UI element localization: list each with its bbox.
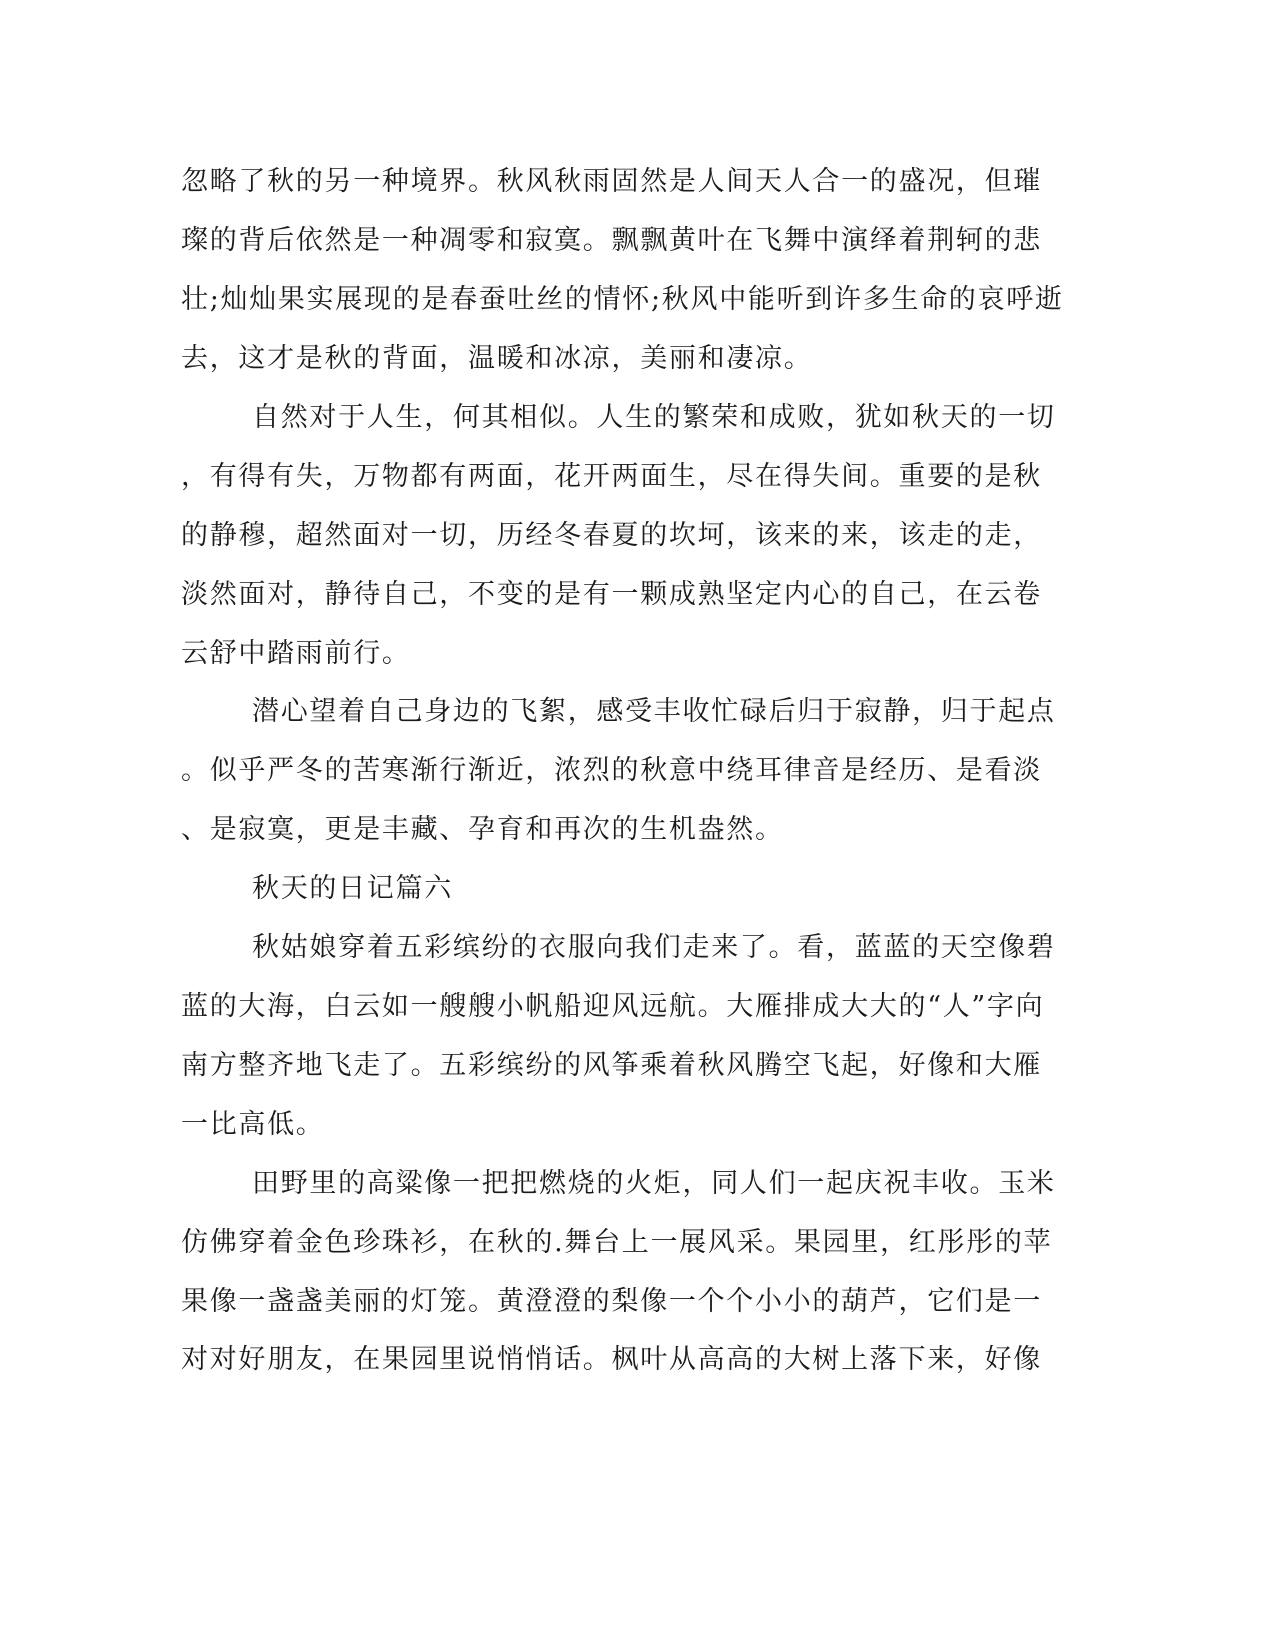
text-line: 壮;灿灿果实展现的是春蚕吐丝的情怀;秋风中能听到许多生命的哀呼逝 [181, 284, 1064, 315]
text-line: 的静穆，超然面对一切，历经冬春夏的坎坷，该来的来，该走的走， [181, 520, 1042, 551]
text-line: 璨的背后依然是一种凋零和寂寞。飘飘黄叶在飞舞中演绎着荆轲的悲 [181, 225, 1042, 256]
text-line: 、是寂寞，更是丰藏、孕育和再次的生机盎然。 [181, 814, 784, 845]
text-line: 对对好朋友，在果园里说悄悄话。枫叶从高高的大树上落下来，好像 [181, 1344, 1042, 1375]
paragraph-first-line: 田野里的高粱像一把把燃烧的火炬，同人们一起庆祝丰收。玉米 [252, 1168, 1056, 1199]
paragraph-first-line: 自然对于人生，何其相似。人生的繁荣和成败，犹如秋天的一切 [252, 402, 1056, 433]
text-line: 淡然面对，静待自己，不变的是有一颗成熟坚定内心的自己，在云卷 [181, 579, 1042, 610]
text-line: 果像一盏盏美丽的灯笼。黄澄澄的梨像一个个小小的葫芦，它们是一 [181, 1286, 1042, 1317]
paragraph-first-line: 秋姑娘穿着五彩缤纷的衣服向我们走来了。看，蓝蓝的天空像碧 [252, 932, 1056, 963]
text-line: 忽略了秋的另一种境界。秋风秋雨固然是人间天人合一的盛况，但璀 [181, 166, 1042, 197]
text-line: 。似乎严冬的苦寒渐行渐近，浓烈的秋意中绕耳律音是经历、是看淡 [181, 755, 1042, 786]
text-line: ，有得有失，万物都有两面，花开两面生，尽在得失间。重要的是秋 [181, 461, 1042, 492]
text-line: 仿佛穿着金色珍珠衫，在秋的.舞台上一展风采。果园里，红彤彤的苹 [181, 1227, 1053, 1258]
text-line: 云舒中踏雨前行。 [181, 638, 411, 669]
text-line: 去，这才是秋的背面，温暖和冰凉，美丽和凄凉。 [181, 343, 813, 374]
text-line: 南方整齐地飞走了。五彩缤纷的风筝乘着秋风腾空飞起，好像和大雁 [181, 1050, 1042, 1081]
section-heading: 秋天的日记篇六 [252, 873, 453, 904]
text-line: 一比高低。 [181, 1109, 325, 1140]
text-line: 蓝的大海，白云如一艘艘小帆船迎风远航。大雁排成大大的“人”字向 [181, 991, 1045, 1022]
paragraph-first-line: 潜心望着自己身边的飞絮，感受丰收忙碌后归于寂静，归于起点 [252, 696, 1056, 727]
